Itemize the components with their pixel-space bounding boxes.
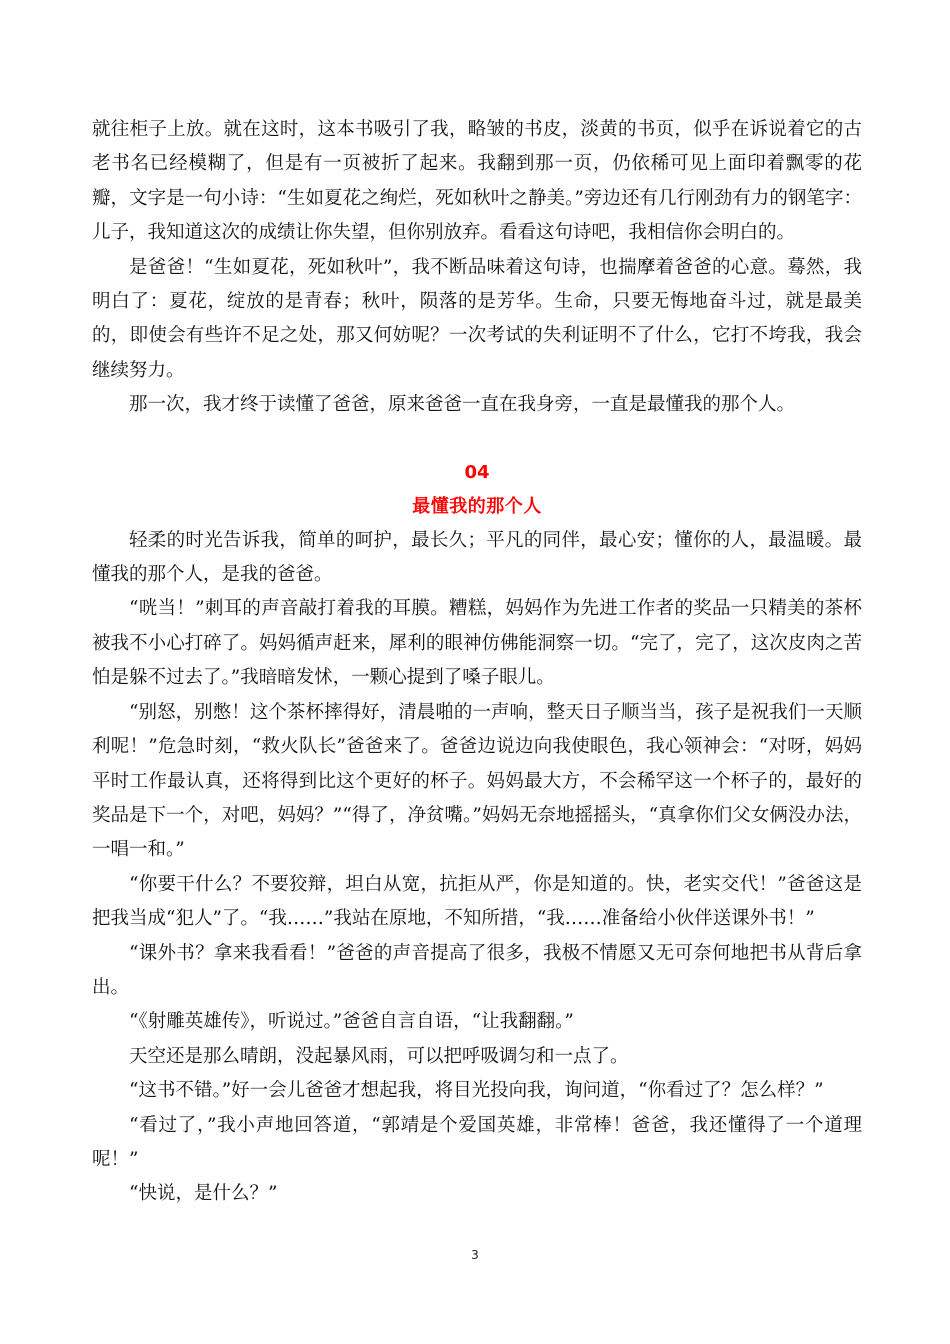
paragraph: “看过了，”我小声地回答道，“郭靖是个爱国英雄，非常棒！爸爸，我还懂得了一个道理呢！” <box>92 1114 862 1170</box>
paragraph: “咣当！”刺耳的声音敲打着我的耳膜。糟糕，妈妈作为先进工作者的奖品一只精美的茶杯被我不小心打碎了。妈妈循声赶来，犀利的眼神仿佛能洞察一切。“完了，完了，这次皮肉之苦怕是躲不过去了。”我暗暗发怵，一颗心提到了嗓子眼儿。 <box>92 598 862 689</box>
paragraph: 轻柔的时光告诉我，简单的呵护，最长久；平凡的同伴，最心安；懂你的人，最温暖。最懂我的那个人，是我的爸爸。 <box>92 529 862 586</box>
paragraph: “别怒，别憋！这个茶杯摔得好，清晨啪的一声响，整天日子顺当当，孩子是祝我们一天顺利呢！”危急时刻，“救火队长”爸爸来了。爸爸边说边向我使眼色，我心领神会：“对呀，妈妈平时工作最认真，还将得到比这个更好的杯子。妈妈最大方，不会稀罕这一个杯子的，最好的奖品是下一个，对吧，妈妈？”“得了，净贫嘴。”妈妈无奈地摇摇头，“真拿你们父女俩没办法，一唱一和。” <box>92 701 862 861</box>
section-title: 最懂我的那个人 <box>412 495 542 517</box>
page-number: 3 <box>471 1248 479 1262</box>
paragraph: 是爸爸！“生如夏花，死如秋叶”，我不断品味着这句诗，也揣摩着爸爸的心意。蓦然，我明白了：夏花，绽放的是青春；秋叶，陨落的是芳华。生命，只要无悔地奋斗过，就是最美的，即使会有些许不足之处，那又何妨呢？一次考试的失利证明不了什么，它打不垮我，我会继续努力。 <box>92 256 862 381</box>
paragraph: “《射雕英雄传》，听说过。”爸爸自言自语，“让我翻翻。” <box>129 1011 574 1033</box>
paragraph: “快说，是什么？” <box>129 1183 278 1205</box>
paragraph: “课外书？拿来我看看！”爸爸的声音提高了很多，我极不情愿又无可奈何地把书从背后拿出。 <box>92 942 862 998</box>
paragraph-continued: 就往柜子上放。就在这时，这本书吸引了我，略皱的书皮，淡黄的书页，似乎在诉说着它的古老书名已经模糊了，但是有一页被折了起来。我翻到那一页，仍依稀可见上面印着飘零的花瓣，文字是一句小诗：“生如夏花之绚烂，死如秋叶之静美。”旁边还有几行刚劲有力的钢笔字：儿子，我知道这次的成绩让你失望，但你别放弃。看看这句诗吧，我相信你会明白的。 <box>92 119 862 244</box>
paragraph: 那一次，我才终于读懂了爸爸，原来爸爸一直在我身旁，一直是最懂我的那个人。 <box>129 394 796 416</box>
paragraph: 天空还是那么晴朗，没起暴风雨，可以把呼吸调匀和一点了。 <box>129 1045 629 1067</box>
section-number: 04 <box>464 461 490 483</box>
paragraph: “这书不错。”好一会儿爸爸才想起我，将目光投向我，询问道，“你看过了？怎么样？” <box>129 1080 824 1102</box>
document-page <box>92 113 862 1212</box>
paragraph: “你要干什么？不要狡辩，坦白从宽，抗拒从严，你是知道的。快，老实交代！”爸爸这是把我当成“犯人”了。“我……”我站在原地，不知所措，“我……准备给小伙伴送课外书！” <box>92 873 862 930</box>
section-heading <box>92 456 862 524</box>
